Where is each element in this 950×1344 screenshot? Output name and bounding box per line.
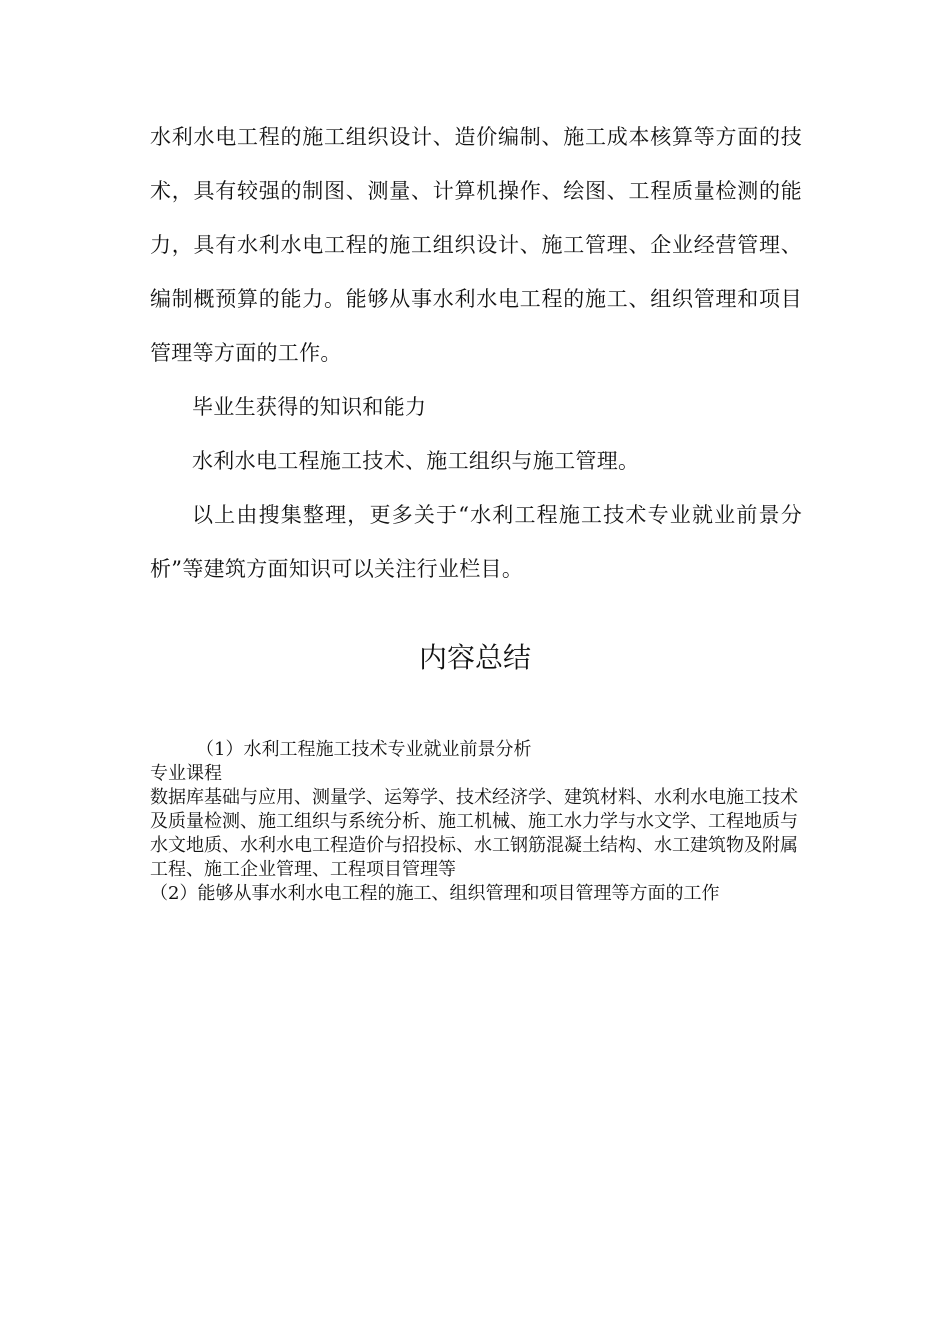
summary-item-3: 数据库基础与应用、测量学、运筹学、技术经济学、建筑材料、水利水电施工技术及质量检测、施工组织与系统分析、施工机械、施工水力学与水文学、工程地质与水文地质、水利水电工程造价与招投标、水工钢筋混凝土结构、水工建筑物及附属工程、施工企业管理、工程项目管理等 xyxy=(150,787,798,880)
paragraph-knowledge: 水利水电工程施工技术、施工组织与施工管理。 xyxy=(192,449,640,473)
paragraph-note: 以上由搜集整理，更多关于“水利工程施工技术专业就业前景分析”等建筑方面知识可以关注行业栏目。 xyxy=(150,503,802,581)
body-text xyxy=(150,110,802,596)
summary-item-4: （2）能够从事水利水电工程的施工、组织管理和项目管理等方面的工作 xyxy=(150,883,720,904)
summary-section xyxy=(150,738,802,906)
paragraph-heading-knowledge: 毕业生获得的知识和能力 xyxy=(192,395,427,419)
summary-item-1: （1）水利工程施工技术专业就业前景分析 xyxy=(196,739,532,760)
summary-title: 内容总结 xyxy=(418,641,531,674)
summary-item-2: 专业课程 xyxy=(150,763,222,784)
paragraph-skills: 水利水电工程的施工组织设计、造价编制、施工成本核算等方面的技术，具有较强的制图、测量、计算机操作、绘图、工程质量检测的能力，具有水利水电工程的施工组织设计、施工管理、企业经营管理、编制概预算的能力。能够从事水利水电工程的施工、组织管理和项目管理等方面的工作。 xyxy=(150,125,802,365)
